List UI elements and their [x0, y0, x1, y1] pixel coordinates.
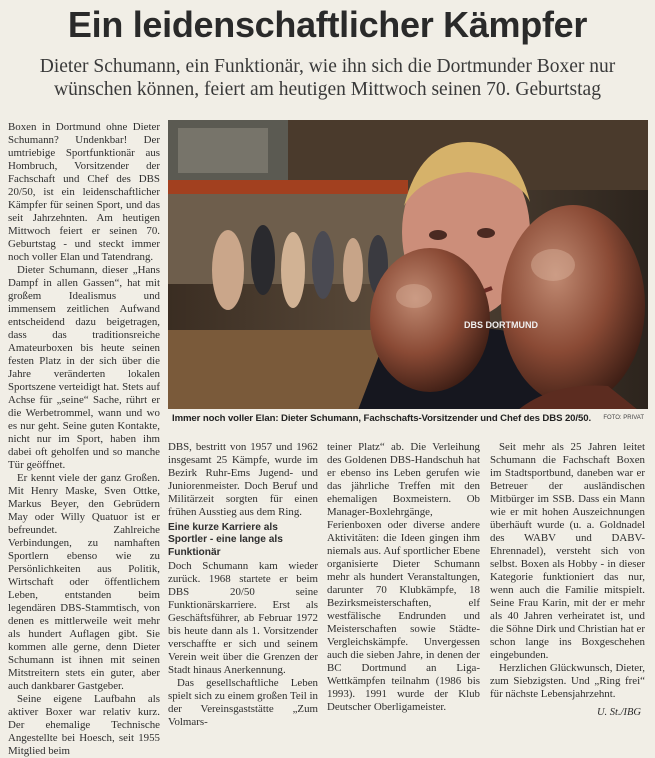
photo-credit: FOTO: PRIVAT	[603, 415, 644, 421]
paragraph: Herzlichen Glückwunsch, Dieter, zum Siebzigsten. Und „Ring frei“ für nächste Lebensjahrzehnt.	[490, 662, 645, 700]
paragraph: Boxen in Dortmund ohne Dieter Schumann? Undenkbar! Der umtriebige Sportfunktionär aus Hombruch, Vorsitzender der Fachschaft und Chef des DBS 20/50, ist ein leidenschaftlicher Kämpfer für seinen Sport, und das seit Jahrzehnten. Am heutigen Mittwoch feiert er seinen 70. Geburtstag - und steckt immer noch voller Elan und Tatendrang.	[8, 121, 160, 263]
column-4	[490, 441, 645, 701]
paragraph: teiner Platz“ ab. Die Verleihung des Goldenen DBS-Handschuh hat er ebenso ins Leben gerufen wie das jährliche Treffen mit den ehemaligen Boxmeistern. Ob Manager-Boxlehrgänge, Ferienboxen oder diverse andere Aktivitäten: die Ideen gingen ihm niemals aus. Auf sportlicher Ebene organisierte Dieter Schumann mehr als hundert Veranstaltungen, darunter 70 Klubkämpfe, 18 Bezirksmeisterschaften, elf westfälische Endrunden und Meisterschaften sowie Städte-Vergleichskämpfe. Unvergessen auch die sieben Jahre, in denen der BC Dortmund an Liga-Wettkämpfen teilnahm (1986 bis 1993). 1991 wurde der Klub Deutscher Oberligameister.	[327, 441, 480, 713]
section-subhead: Eine kurze Karriere als Sportler - eine lange als Funktionär	[168, 522, 283, 558]
glove-print-text: DBS DORTMUND	[464, 320, 538, 330]
paragraph: DBS, bestritt von 1957 und 1962 insgesamt 25 Kämpfe, wurde im Bezirk Ruhr-Ems Jugend- und Juniorenmeister. Doch Beruf und Militärzeit sorgten für einen frühen Ausstieg aus dem Ring.	[168, 441, 318, 518]
caption-bar	[168, 409, 648, 428]
paragraph: Seit mehr als 25 Jahren leitet Schumann die Fachschaft Boxen im Stadtsportbund, daneben war er Betreuer der ausländischen Mitbürger im SSB. Dass ein Mann wie er mit hohen Auszeichnungen überhäuft wurde (u. a. Goldnadel des WABV und DABV-Ehrennadel), versteht sich von selbst. Boxen als Hobby - in dieser Kategorie funktioniert das nur, wenn auch die Familie mitspielt. Seine Frau Karin, mit der er mehr als 40 Jahren verheiratet ist, und die Söhne Dirk und Christian hat er schon lange ins Boxgeschehen eingebunden.	[490, 441, 645, 661]
photo-caption: Immer noch voller Elan: Dieter Schumann, Fachschafts-Vorsitzender und Chef des DBS 20/50.	[172, 413, 592, 424]
column-3	[327, 441, 480, 714]
subheadline: Dieter Schumann, ein Funktionär, wie ihn sich die Dortmunder Boxer nur wünschen können, feiert am heutigen Mittwoch seinen 70. Geburtstag	[39, 56, 616, 100]
paragraph: Doch Schumann kam wieder zurück. 1968 startete er beim DBS 20/50 seine Funktionärskarriere. Erst als Geschäftsführer, ab Februar 1972 bis heute dann als 1. Vorsitzender verschaffte er sich und seinem Verein weit über die Grenzen der Stadt hinaus Anerkennung.	[168, 559, 318, 676]
boxer-photo-image	[168, 120, 648, 428]
paragraph: Das gesellschaftliche Leben spielt sich zu einem großen Teil in der Vereinsgaststätte „Zum Volmars-	[168, 676, 318, 728]
column-1	[8, 121, 160, 758]
paragraph: Dieter Schumann, dieser „Hans Dampf in allen Gassen“, hat mit großem Idealismus und immensem zeitlichen Aufwand entscheidend dazu beigetragen, dass das traditionsreiche Amateurboxen bis heute seinen festen Platz in der sich über die Jahre veränderten lokalen Sportszene verteidigt hat. Stets auf Achse für „seine“ Sache, rührt er die Werbetrommel, wann und wo es nur geht. Seine guten Kontakte, nicht nur im Sport, haben ihm dabei oft geholfen und so manche Tür geöffnet.	[8, 264, 160, 471]
photo	[168, 120, 648, 428]
paragraph: Seine eigene Laufbahn als aktiver Boxer war relativ kurz. Der ehemalige Technische Angestellte bei Hoesch, seit 1955 Mitglied beim	[8, 693, 160, 757]
column-2	[168, 441, 318, 729]
headline: Ein leidenschaftlicher Kämpfer	[67, 4, 588, 45]
paragraph: Er kennt viele der ganz Großen. Mit Henry Maske, Sven Ottke, Markus Beyer, den Gebrüdern May oder Willy Quatuor ist er befreundet. Zahlreiche Verbindungen, zu namhaften Sportlern ebenso wie zu Persönlichkeiten aus Politik, Wirtschaft oder öffentlichem Leben, entstanden beim legendären DBS-Stammtisch, von denen es mittlerweile weit mehr als hundert Auflagen gibt. Sie kommen alle gerne, denn Dieter Schumann ist ihnen mit seinen Mitstreitern stets ein guter, aber auch dankbarer Gastgeber.	[8, 472, 160, 692]
author-signature: U. St./IBG	[596, 707, 641, 718]
